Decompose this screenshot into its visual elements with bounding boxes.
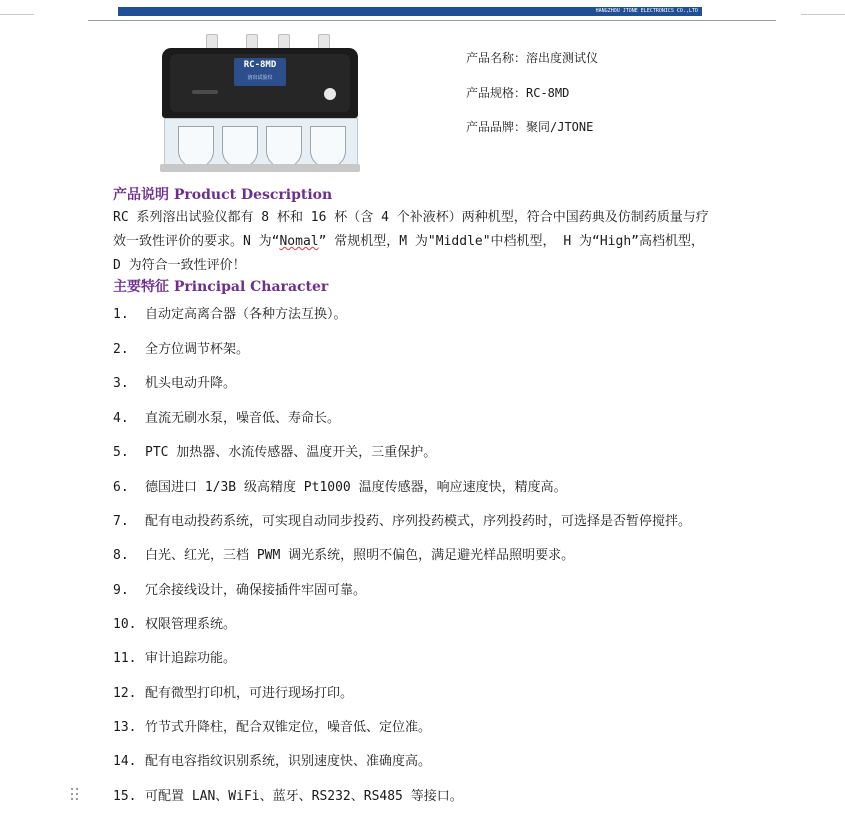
power-knob xyxy=(324,88,336,100)
feature-item xyxy=(113,444,436,462)
feature-number: 8. xyxy=(113,548,129,563)
feature-text: 德国进口 1/3B 级高精度 Pt1000 温度传感器，响应速度快，精度高。 xyxy=(145,480,567,495)
machine-screen xyxy=(234,58,286,86)
feature-number: 7. xyxy=(113,514,129,529)
feature-text: 配有电容指纹识别系统，识别速度快、准确度高。 xyxy=(145,754,432,769)
feature-text: 权限管理系统。 xyxy=(145,617,237,632)
feature-text: 直流无刷水泵，噪音低、寿命长。 xyxy=(145,411,341,426)
drag-handle-icon[interactable] xyxy=(71,788,79,802)
feature-text: 全方位调节杯架。 xyxy=(145,342,250,357)
feature-item xyxy=(113,547,574,565)
printer-slot xyxy=(192,90,218,94)
feature-item xyxy=(113,375,236,393)
feature-item xyxy=(113,410,340,428)
feature-item xyxy=(113,650,236,668)
feature-item xyxy=(113,479,567,497)
feature-number: 13. xyxy=(113,720,137,735)
feature-number: 5. xyxy=(113,445,129,460)
feature-number: 10. xyxy=(113,617,137,632)
page-edge-right xyxy=(801,14,845,15)
feature-text: PTC 加热器、水流传感器、温度开关，三重保护。 xyxy=(145,445,437,460)
feature-text: 白光、红光，三档 PWM 调光系统，照明不偏色，满足避光样品照明要求。 xyxy=(145,548,575,563)
feature-text: 冗余接线设计，确保接插件牢固可靠。 xyxy=(145,583,367,598)
feature-text: 配有电动投药系统，可实现自动同步投药、序列投药模式，序列投药时，可选择是否暂停搅拌。 xyxy=(145,514,692,529)
screen-caption: 溶出试验仪 xyxy=(247,75,273,81)
feature-item xyxy=(113,753,431,771)
feature-text: 审计追踪功能。 xyxy=(145,651,237,666)
feature-item xyxy=(113,788,463,806)
vessel xyxy=(266,126,302,168)
feature-number: 4. xyxy=(113,411,129,426)
header-bar xyxy=(118,7,702,16)
desc-text: 效一致性评价的要求。N 为“ xyxy=(113,234,280,249)
feature-number: 12. xyxy=(113,686,137,701)
feature-item xyxy=(113,341,249,359)
description-line-3: D 为符合一致性评价！ xyxy=(113,258,246,273)
feature-number: 15. xyxy=(113,789,137,804)
vessel xyxy=(178,126,214,168)
spell-check-word: Nomal xyxy=(279,234,319,249)
machine-base xyxy=(160,164,360,172)
feature-text: 竹节式升降柱，配合双锥定位，噪音低、定位准。 xyxy=(145,720,432,735)
feature-number: 11. xyxy=(113,651,137,666)
product-spec: 产品规格：RC-8MD xyxy=(466,86,570,100)
desc-text: ” 常规机型，M 为"Middle"中档机型， H 为“High”高档机型， xyxy=(318,234,704,249)
header-company-en: HANGZHOU JTONE ELECTRONICS CO.,LTD xyxy=(595,8,698,14)
feature-text: 自动定高离合器（各种方法互换）。 xyxy=(145,307,347,322)
feature-number: 2. xyxy=(113,342,129,357)
feature-text: 可配置 LAN、WiFi、蓝牙、RS232、RS485 等接口。 xyxy=(145,789,463,804)
page-edge-left xyxy=(0,14,34,15)
description-line-2 xyxy=(113,230,704,253)
feature-item xyxy=(113,685,353,703)
feature-text: 配有微型打印机，可进行现场打印。 xyxy=(145,686,354,701)
feature-item xyxy=(113,513,691,531)
product-brand: 产品品牌：聚同/JTONE xyxy=(466,120,594,134)
features-title: 主要特征 Principal Character xyxy=(113,279,329,295)
feature-number: 6. xyxy=(113,480,129,495)
feature-item xyxy=(113,306,347,324)
vessel xyxy=(310,126,346,168)
feature-item xyxy=(113,582,366,600)
feature-number: 9. xyxy=(113,583,129,598)
feature-item xyxy=(113,616,236,634)
product-name: 产品名称：溶出度测试仪 xyxy=(466,51,599,65)
description-title: 产品说明 Product Description xyxy=(113,187,333,203)
header-rule xyxy=(88,20,776,21)
description-line-1: RC 系列溶出试验仪都有 8 杯和 16 杯（含 4 个补液杯）两种机型，符合中国药典及仿制药质量与疗 xyxy=(113,210,709,225)
vessel xyxy=(222,126,258,168)
feature-item xyxy=(113,719,431,737)
feature-text: 机头电动升降。 xyxy=(145,376,237,391)
header-top xyxy=(118,0,702,6)
screen-model: RC-8MD xyxy=(243,60,277,70)
feature-number: 1. xyxy=(113,307,129,322)
feature-number: 3. xyxy=(113,376,129,391)
product-image xyxy=(160,30,360,172)
feature-number: 14. xyxy=(113,754,137,769)
